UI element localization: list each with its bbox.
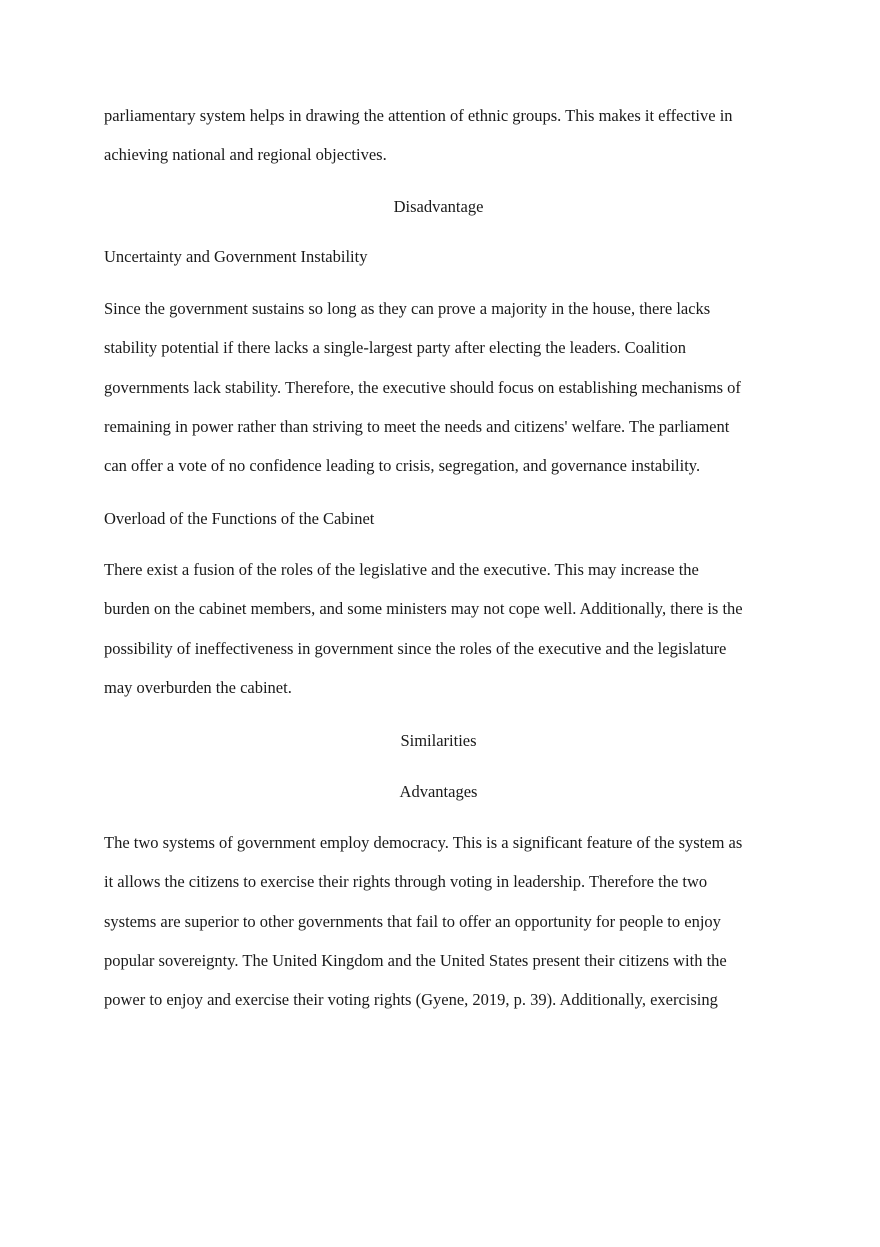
text-line: There exist a fusion of the roles of the legislative and the executive. This may increase the bbox=[104, 560, 699, 579]
text-line: The two systems of government employ democracy. This is a significant feature of the system as bbox=[104, 833, 743, 852]
text-line: Since the government sustains so long as they can prove a majority in the house, there lacks bbox=[104, 299, 711, 318]
text-line: achieving national and regional objectives. bbox=[104, 145, 387, 165]
text-line: may overburden the cabinet. bbox=[104, 677, 292, 697]
paragraph-intro bbox=[104, 96, 784, 175]
text-line: stability potential if there lacks a single-largest party after electing the leaders. Coalition bbox=[104, 338, 687, 358]
text-line: remaining in power rather than striving to meet the needs and citizens' welfare. The parliament bbox=[104, 416, 730, 436]
text-line: governments lack stability. Therefore, the executive should focus on establishing mechanisms of bbox=[104, 377, 741, 397]
text-line: systems are superior to other governments that fail to offer an opportunity for people to enjoy bbox=[104, 911, 721, 931]
text-line: popular sovereignty. The United Kingdom and the United States present their citizens with the bbox=[104, 950, 727, 970]
text-line: parliamentary system helps in drawing the attention of ethnic groups. This makes it effective in bbox=[104, 106, 733, 125]
subheading-overload: Overload of the Functions of the Cabinet bbox=[104, 509, 375, 528]
section-heading-advantages: Advantages bbox=[399, 782, 478, 801]
text-line: possibility of ineffectiveness in government since the roles of the executive and the legislature bbox=[104, 638, 727, 658]
text-line: can offer a vote of no confidence leading to crisis, segregation, and governance instability. bbox=[104, 456, 701, 476]
text-line: it allows the citizens to exercise their rights through voting in leadership. Therefore the two bbox=[104, 872, 708, 892]
subheading-uncertainty: Uncertainty and Government Instability bbox=[104, 247, 368, 266]
text-line: power to enjoy and exercise their voting rights (Gyene, 2019, p. 39). Additionally, exercising bbox=[104, 990, 718, 1010]
paragraph-overload bbox=[104, 550, 784, 707]
section-heading-disadvantage: Disadvantage bbox=[393, 197, 484, 216]
section-heading-similarities: Similarities bbox=[400, 731, 477, 750]
paragraph-uncertainty bbox=[104, 289, 784, 485]
paragraph-advantages bbox=[104, 823, 784, 1019]
text-line: burden on the cabinet members, and some ministers may not cope well. Additionally, there is the bbox=[104, 599, 743, 619]
